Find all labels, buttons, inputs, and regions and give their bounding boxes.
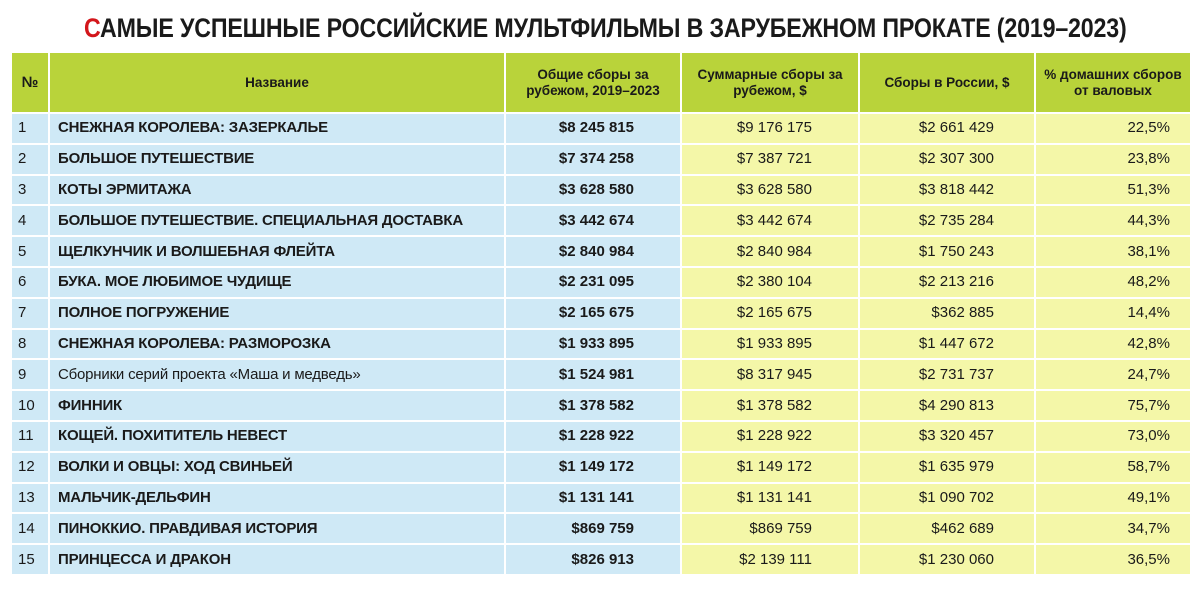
title-text: АМЫЕ УСПЕШНЫЕ РОССИЙСКИЕ МУЛЬТФИЛЬМЫ В ЗАРУБЕЖНОМ ПРОКАТЕ (2019–2023) (100, 13, 1127, 43)
table-row (12, 391, 1190, 420)
row-number: 7 (12, 299, 48, 328)
row-total-abroad: $8 245 815 (506, 114, 680, 143)
row-number: 1 (12, 114, 48, 143)
row-number: 5 (12, 237, 48, 266)
table-row (12, 299, 1190, 328)
header-russia: Сборы в России, $ (860, 53, 1034, 112)
row-sum-abroad: $9 176 175 (682, 114, 858, 143)
row-number: 10 (12, 391, 48, 420)
table-row (12, 176, 1190, 205)
table-row (12, 145, 1190, 174)
row-domestic-share: 38,1% (1036, 237, 1190, 266)
row-sum-abroad: $2 139 111 (682, 545, 858, 574)
row-sum-abroad: $7 387 721 (682, 145, 858, 174)
row-domestic-share: 49,1% (1036, 484, 1190, 513)
row-sum-abroad: $2 380 104 (682, 268, 858, 297)
row-sum-abroad: $869 759 (682, 514, 858, 543)
row-russia: $3 818 442 (860, 176, 1034, 205)
row-total-abroad: $1 524 981 (506, 360, 680, 389)
row-domestic-share: 34,7% (1036, 514, 1190, 543)
row-number: 9 (12, 360, 48, 389)
header-domestic-share: % домашних сборов от валовых (1036, 53, 1190, 112)
row-domestic-share: 48,2% (1036, 268, 1190, 297)
table-row (12, 237, 1190, 266)
row-domestic-share: 22,5% (1036, 114, 1190, 143)
row-number: 14 (12, 514, 48, 543)
row-russia: $1 230 060 (860, 545, 1034, 574)
row-title: КОТЫ ЭРМИТАЖА (50, 176, 504, 205)
title-first-letter: С (84, 13, 101, 43)
row-sum-abroad: $1 378 582 (682, 391, 858, 420)
table-body (12, 114, 1190, 574)
row-total-abroad: $2 840 984 (506, 237, 680, 266)
row-sum-abroad: $3 628 580 (682, 176, 858, 205)
row-title: ФИННИК (50, 391, 504, 420)
row-sum-abroad: $1 149 172 (682, 453, 858, 482)
row-title: КОЩЕЙ. ПОХИТИТЕЛЬ НЕВЕСТ (50, 422, 504, 451)
row-russia: $1 635 979 (860, 453, 1034, 482)
row-russia: $2 735 284 (860, 206, 1034, 235)
row-number: 12 (12, 453, 48, 482)
header-row (12, 53, 1190, 112)
row-title: ПИНОККИО. ПРАВДИВАЯ ИСТОРИЯ (50, 514, 504, 543)
table-row (12, 453, 1190, 482)
row-total-abroad: $1 149 172 (506, 453, 680, 482)
row-number: 8 (12, 330, 48, 359)
row-number: 6 (12, 268, 48, 297)
table-row (12, 268, 1190, 297)
row-total-abroad: $869 759 (506, 514, 680, 543)
row-title: БОЛЬШОЕ ПУТЕШЕСТВИЕ (50, 145, 504, 174)
row-sum-abroad: $3 442 674 (682, 206, 858, 235)
row-number: 11 (12, 422, 48, 451)
table-row (12, 422, 1190, 451)
table-row (12, 545, 1190, 574)
row-russia: $3 320 457 (860, 422, 1034, 451)
row-title: СНЕЖНАЯ КОРОЛЕВА: РАЗМОРОЗКА (50, 330, 504, 359)
row-title: ВОЛКИ И ОВЦЫ: ХОД СВИНЬЕЙ (50, 453, 504, 482)
row-domestic-share: 36,5% (1036, 545, 1190, 574)
row-russia: $2 661 429 (860, 114, 1034, 143)
row-total-abroad: $2 165 675 (506, 299, 680, 328)
table-header (12, 53, 1190, 112)
row-total-abroad: $3 628 580 (506, 176, 680, 205)
row-sum-abroad: $2 840 984 (682, 237, 858, 266)
row-total-abroad: $1 131 141 (506, 484, 680, 513)
row-russia: $2 307 300 (860, 145, 1034, 174)
row-total-abroad: $1 933 895 (506, 330, 680, 359)
row-title: ЩЕЛКУНЧИК И ВОЛШЕБНАЯ ФЛЕЙТА (50, 237, 504, 266)
row-number: 3 (12, 176, 48, 205)
row-sum-abroad: $1 131 141 (682, 484, 858, 513)
table-row (12, 206, 1190, 235)
row-number: 13 (12, 484, 48, 513)
row-sum-abroad: $2 165 675 (682, 299, 858, 328)
row-russia: $1 090 702 (860, 484, 1034, 513)
row-total-abroad: $826 913 (506, 545, 680, 574)
header-total-abroad: Общие сборы за рубежом, 2019–2023 (506, 53, 680, 112)
header-sum-abroad: Суммарные сборы за рубежом, $ (682, 53, 858, 112)
table-row (12, 484, 1190, 513)
row-domestic-share: 23,8% (1036, 145, 1190, 174)
header-number: № (12, 53, 48, 112)
row-title: ПРИНЦЕССА И ДРАКОН (50, 545, 504, 574)
row-title: Сборники серий проекта «Маша и медведь» (50, 360, 504, 389)
row-total-abroad: $1 228 922 (506, 422, 680, 451)
row-domestic-share: 44,3% (1036, 206, 1190, 235)
table-row (12, 330, 1190, 359)
row-sum-abroad: $1 228 922 (682, 422, 858, 451)
header-name: Название (50, 53, 504, 112)
row-title: ПОЛНОЕ ПОГРУЖЕНИЕ (50, 299, 504, 328)
row-title: СНЕЖНАЯ КОРОЛЕВА: ЗАЗЕРКАЛЬЕ (50, 114, 504, 143)
table-row (12, 514, 1190, 543)
row-title: БОЛЬШОЕ ПУТЕШЕСТВИЕ. СПЕЦИАЛЬНАЯ ДОСТАВКА (50, 206, 504, 235)
row-number: 2 (12, 145, 48, 174)
table-row (12, 114, 1190, 143)
row-total-abroad: $1 378 582 (506, 391, 680, 420)
row-domestic-share: 24,7% (1036, 360, 1190, 389)
row-sum-abroad: $8 317 945 (682, 360, 858, 389)
row-russia: $462 689 (860, 514, 1034, 543)
row-russia: $1 750 243 (860, 237, 1034, 266)
row-russia: $4 290 813 (860, 391, 1034, 420)
row-domestic-share: 42,8% (1036, 330, 1190, 359)
row-total-abroad: $7 374 258 (506, 145, 680, 174)
row-title: БУКА. МОЕ ЛЮБИМОЕ ЧУДИЩЕ (50, 268, 504, 297)
row-russia: $1 447 672 (860, 330, 1034, 359)
row-number: 15 (12, 545, 48, 574)
row-title: МАЛЬЧИК-ДЕЛЬФИН (50, 484, 504, 513)
row-russia: $362 885 (860, 299, 1034, 328)
page-title (84, 10, 1127, 46)
row-domestic-share: 58,7% (1036, 453, 1190, 482)
row-domestic-share: 14,4% (1036, 299, 1190, 328)
row-number: 4 (12, 206, 48, 235)
table-row (12, 360, 1190, 389)
box-office-table (10, 51, 1192, 576)
row-russia: $2 213 216 (860, 268, 1034, 297)
row-sum-abroad: $1 933 895 (682, 330, 858, 359)
row-domestic-share: 51,3% (1036, 176, 1190, 205)
row-domestic-share: 73,0% (1036, 422, 1190, 451)
row-russia: $2 731 737 (860, 360, 1034, 389)
row-total-abroad: $2 231 095 (506, 268, 680, 297)
row-total-abroad: $3 442 674 (506, 206, 680, 235)
row-domestic-share: 75,7% (1036, 391, 1190, 420)
